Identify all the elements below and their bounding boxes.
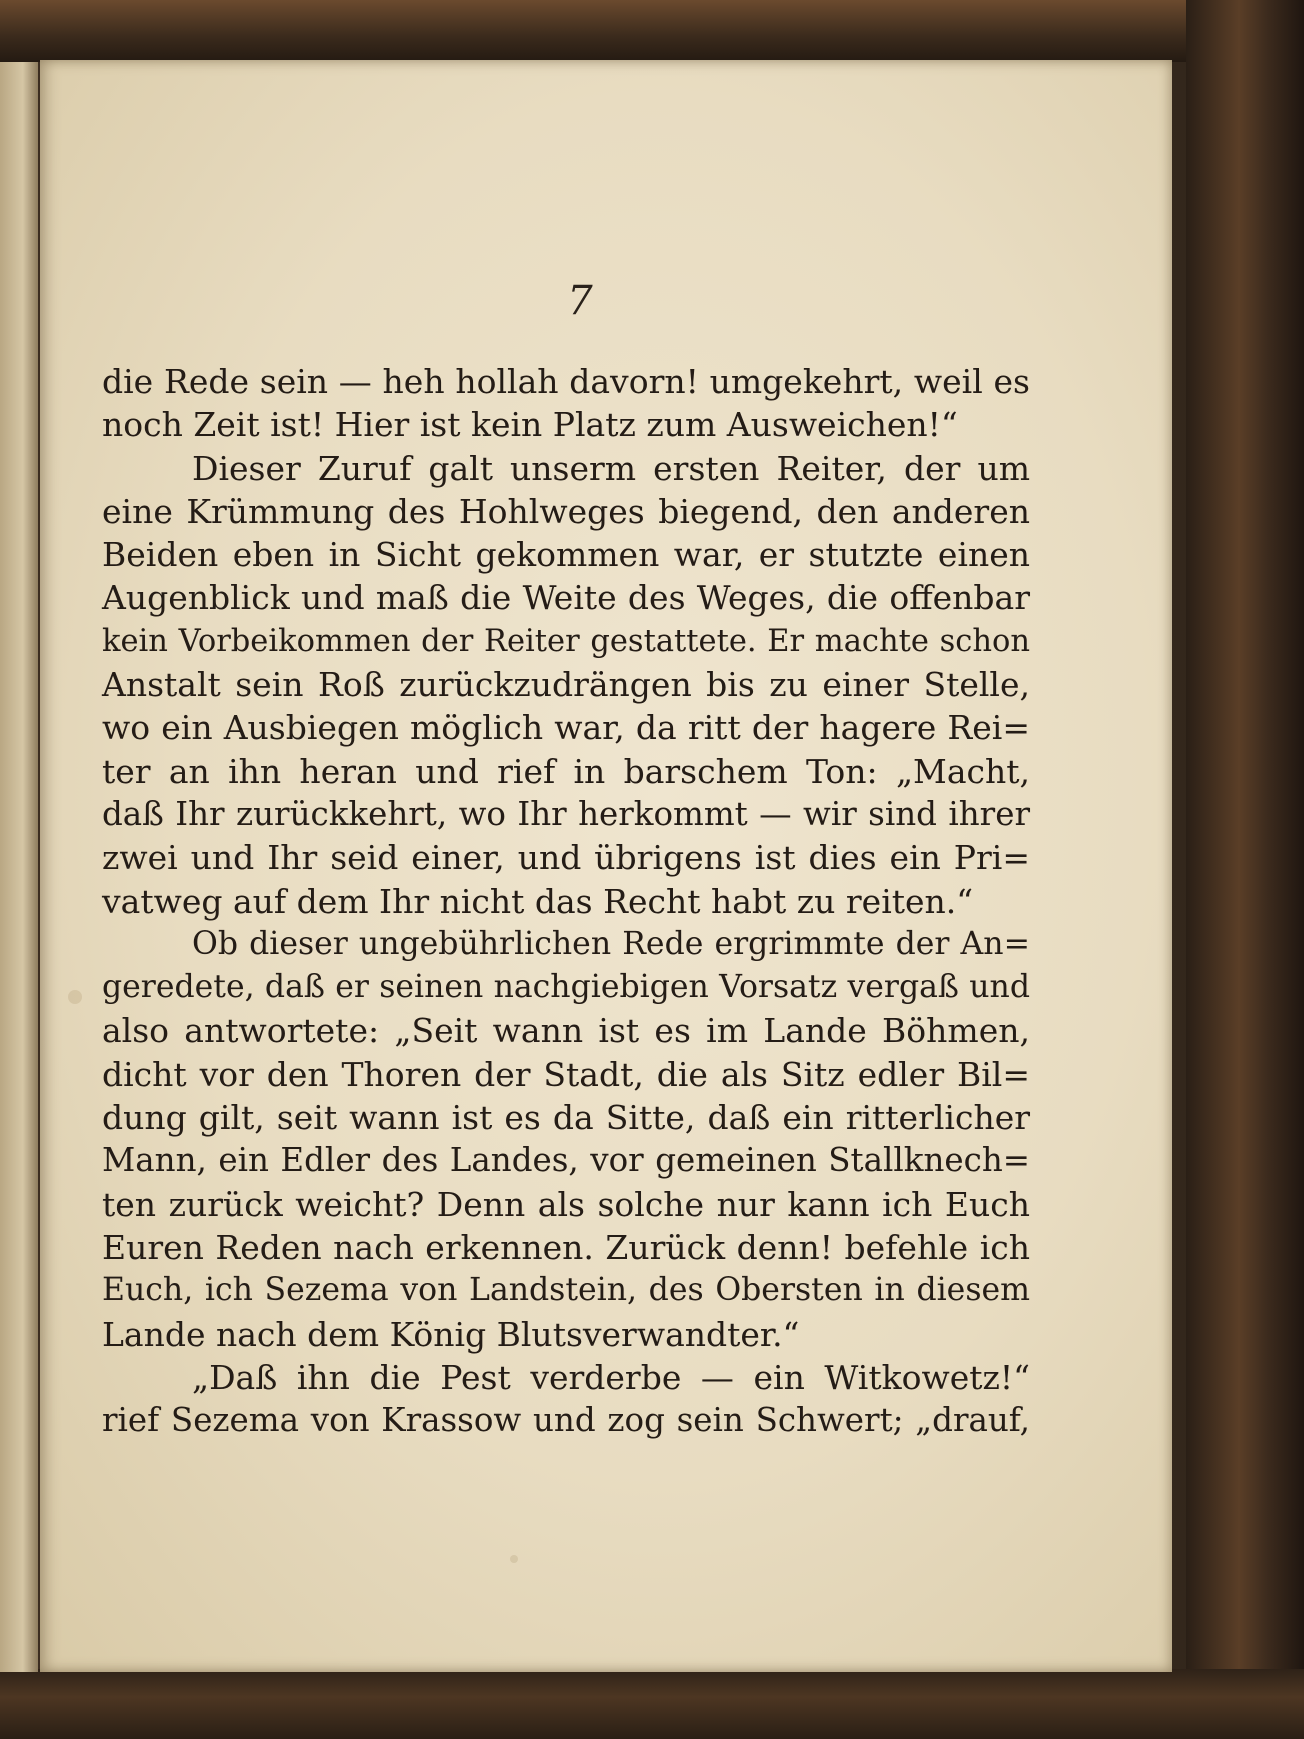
text-line: Lande nach dem König Blutsverwandter.“ [102,1314,800,1354]
text-line: ter an ihn heran und rief in barschem Ton: „Macht, [102,751,1030,791]
text-line: noch Zeit ist! Hier ist kein Platz zum Ausweichen!“ [102,405,958,445]
text-line: Augenblick und maß die Weite des Weges, die offenbar [102,578,1030,618]
text-line: kein Vorbeikommen der Reiter gestattete. Er machte schon [102,623,1030,659]
text-line: Beiden eben in Sicht gekommen war, er stutzte einen [102,535,1030,575]
text-line: ten zurück weicht? Denn als solche nur kann ich Euch [102,1184,1030,1224]
text-line: Mann, ein Edler des Landes, vor gemeinen Stallknech= [102,1141,1030,1180]
text-line: daß Ihr zurückkehrt, wo Ihr herkommt — wir sind ihrer [102,794,1030,833]
facing-page-edge [0,62,38,1672]
text-line: Anstalt sein Roß zurückzudrängen bis zu einer Stelle, [102,665,1030,705]
text-line: eine Krümmung des Hohlweges biegend, den anderen [102,491,1030,531]
text-line: Euch, ich Sezema von Landstein, des Obersten in diesem [102,1272,1030,1309]
text-line: geredete, daß er seinen nachgiebigen Vorsatz vergaß und [102,969,1030,1006]
text-line: zwei und Ihr seid einer, und übrigens ist dies ein Pri= [102,838,1030,878]
paper-stain [510,1555,518,1563]
text-line: rief Sezema von Krassow und zog sein Schwert; „drauf, [102,1401,1030,1440]
book-cover-top-edge [0,0,1304,62]
text-line: dicht vor den Thoren der Stadt, die als Sitz edler Bil= [102,1054,1030,1094]
text-line: die Rede sein — heh hollah davorn! umgekehrt, weil es [102,362,1030,401]
text-line: wo ein Ausbiegen möglich war, da ritt der hagere Rei= [102,708,1030,748]
text-line: vatweg auf dem Ihr nicht das Recht habt zu reiten.“ [102,881,974,921]
text-line: also antwortete: „Seit wann ist es im Lande Böhmen, [102,1011,1030,1051]
text-line: Ob dieser ungebührlichen Rede ergrimmte der An= [192,925,1030,962]
book-page [40,60,1172,1672]
body-text [102,360,1030,1442]
text-line: Euren Reden nach erkennen. Zurück denn! befehle ich [102,1227,1030,1267]
book-cover-right-edge [1186,0,1304,1739]
paper-stain [68,990,82,1004]
text-line: „Daß ihn die Pest verderbe — ein Witkowetz!“ [192,1357,1030,1397]
page-number: 7 [567,278,593,324]
book-cover-bottom-edge [0,1669,1304,1739]
text-line: Dieser Zuruf galt unserm ersten Reiter, der um [192,448,1030,488]
text-line: dung gilt, seit wann ist es da Sitte, daß ein ritterlicher [102,1098,1030,1138]
